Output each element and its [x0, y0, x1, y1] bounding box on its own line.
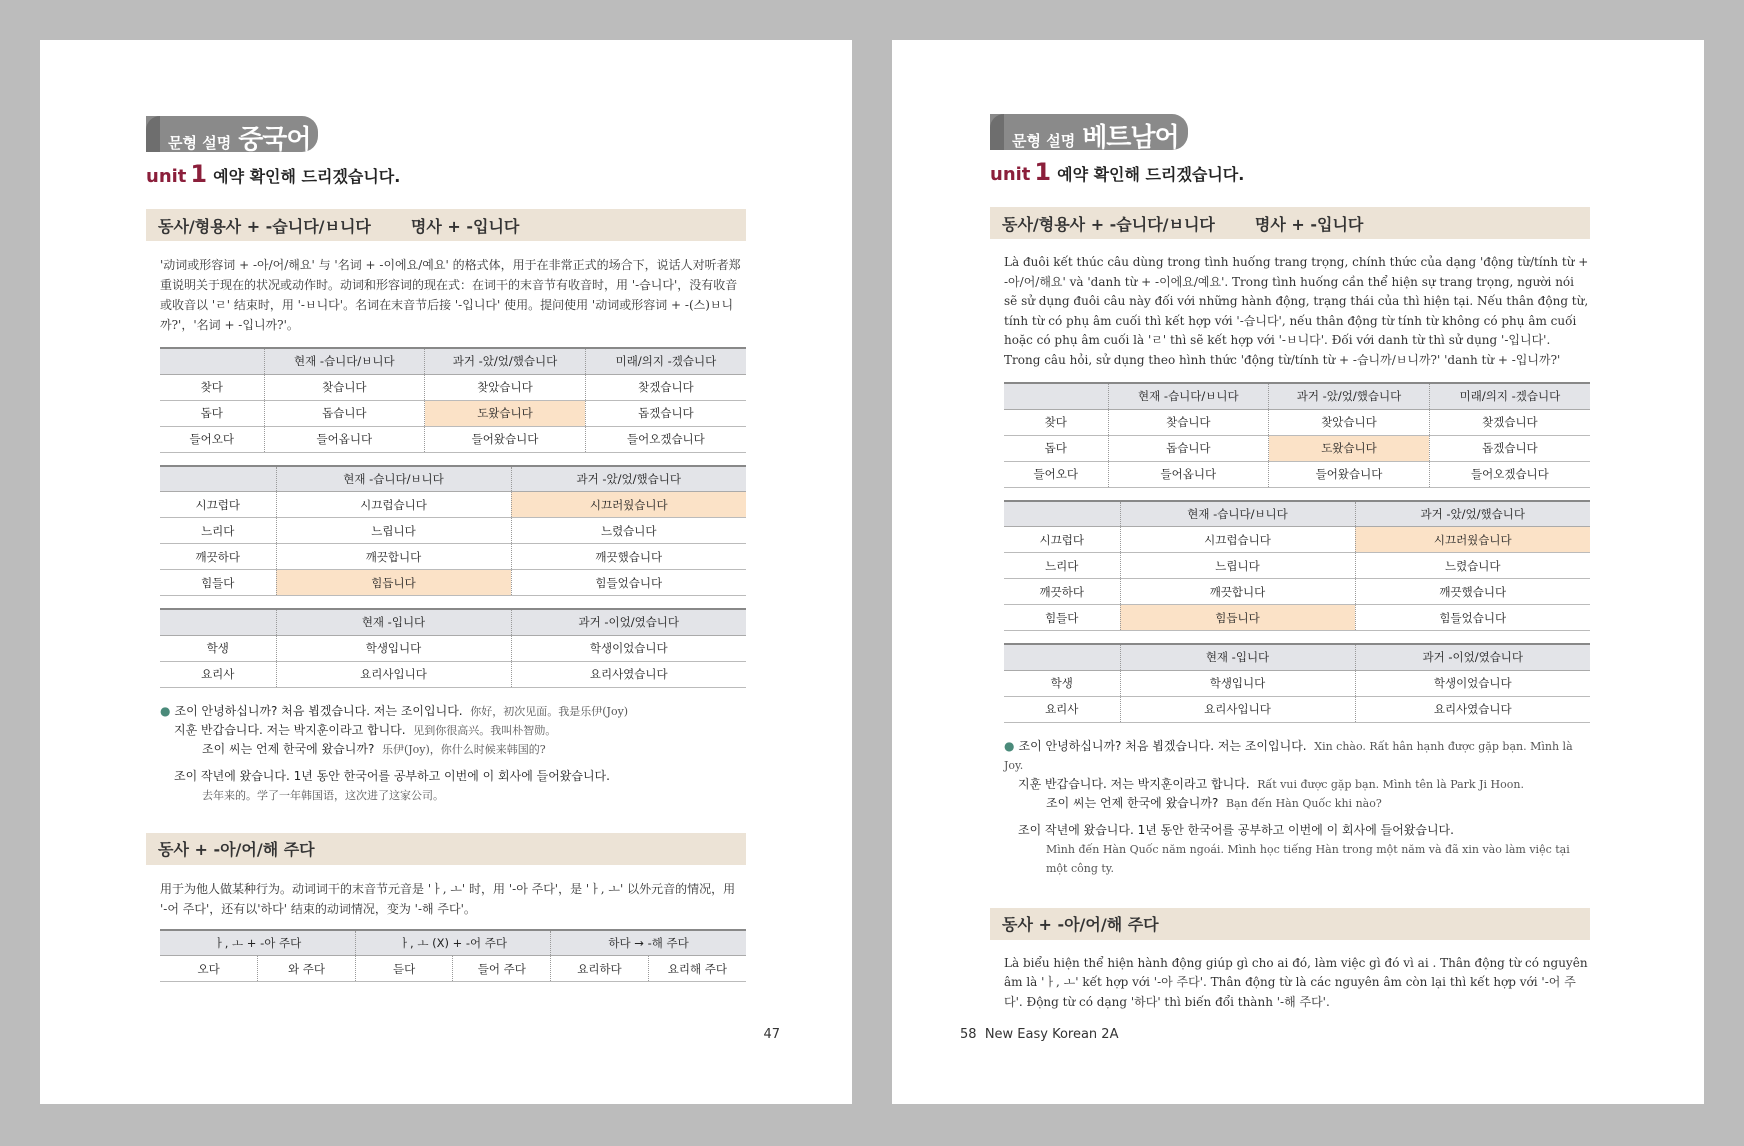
right-page	[892, 40, 1704, 1104]
table-cell: 돕겠습니다	[585, 400, 746, 426]
table-header-cell: 현재 -습니다/ㅂ니다	[1120, 501, 1355, 527]
table-header-cell	[160, 466, 276, 492]
unit-word: unit	[146, 166, 187, 187]
table-cell: 들어왔습니다	[425, 426, 586, 452]
table-cell: 찾겠습니다	[585, 374, 746, 400]
section-heading: 동사/형용사 + -습니다/ㅂ니다 명사 + -입니다	[990, 207, 1590, 239]
grammar-description: Là đuôi kết thúc câu dùng trong tình huống trang trọng, chính thức của dạng 'động từ/tính từ + -아/어/해요' và 'danh từ + -이에요/예요'. Trong tình huống cần thể hiện sự trang trọng, người nói sẽ sử dụng đuôi câu này đối với những hành động, trạng thái của thì hiện tại. Nếu thân động từ, tính từ có phụ âm cuối thì kết hợp với '-습니다', nếu thân động từ tính từ không có phụ âm cuối hoặc có phụ âm cuối là 'ㄹ' thì sẽ kết hợp với '-ㅂ니다'. Đối với danh từ thì sử dụng '-입니다'. Trong câu hỏi, sử dụng theo hình thức 'động từ/tính từ + -습니까/ㅂ니까?' 'danh từ + -입니까?'	[1004, 255, 1589, 367]
table-cell: 느렸습니다	[1355, 553, 1590, 579]
table-row	[160, 518, 746, 544]
grammar-description: '动词或形容词 + -아/어/해요' 与 '名词 + -이에요/예요' 的格式体，用于在非常正式的场合下，说话人对听者郑重说明关于现在的状况或动作时。动词和形容词的现在式：在词干的末音节有收音时，用 '-습니다'，没有收音或收音以 'ㄹ' 结束时，用 '-ㅂ니다'。名词在末音节后接 '-입니다' 使用。提问使用 '动词或形容词 + -(스)ㅂ니까?'，'名词 + -입니까?'。	[160, 258, 741, 332]
table-cell: 깨끗했습니다	[511, 544, 746, 570]
table-cell: 들어오다	[160, 426, 264, 452]
conjugation-table-2	[160, 465, 746, 597]
table-cell: 느렸습니다	[511, 518, 746, 544]
table-cell: 시끄럽습니다	[276, 492, 511, 518]
section-heading-2: 동사 + -아/어/해 주다	[146, 833, 746, 865]
grammar-description-2: 用于为他人做某种行为。动词词干的末音节元音是 'ㅏ, ㅗ' 时，用 '-아 주다'，是 'ㅏ, ㅗ' 以外元音的情况，用 '-어 주다'，还有以'하다' 结束的动词情况，变为 '-해 주다'。	[160, 881, 736, 916]
table-cell: 힘들다	[1004, 605, 1120, 631]
table-cell: 들어 주다	[453, 956, 551, 982]
table-cell: 찾습니다	[1108, 409, 1269, 435]
table-header-cell: 현재 -입니다	[276, 609, 511, 635]
table-row	[1004, 670, 1590, 696]
page-number: 47	[763, 1027, 780, 1042]
table-row	[160, 544, 746, 570]
table-cell: 도왔습니다	[1269, 435, 1430, 461]
pattern-badge	[990, 114, 1188, 153]
page-number: 58	[960, 1027, 977, 1042]
table-header-cell: 현재 -입니다	[1120, 644, 1355, 670]
table-header-cell: 미래/의지 -겠습니다	[1429, 383, 1590, 409]
table-row	[160, 956, 746, 982]
table-cell: 돕습니다	[1108, 435, 1269, 461]
table-row	[1004, 553, 1590, 579]
table-row	[160, 492, 746, 518]
table-cell: 들어왔습니다	[1269, 461, 1430, 487]
table-cell: 느리다	[1004, 553, 1120, 579]
table-cell: 시끄러웠습니다	[1355, 527, 1590, 553]
table-row	[160, 661, 746, 687]
table-cell: 학생입니다	[276, 635, 511, 661]
table-cell: 시끄러웠습니다	[511, 492, 746, 518]
table-cell: 돕다	[160, 400, 264, 426]
table-header-cell: 하다 → -해 주다	[551, 930, 746, 956]
table-header-cell: 미래/의지 -겠습니다	[585, 348, 746, 374]
unit-title: 예약 확인해 드리겠습니다.	[213, 167, 401, 186]
table-header-cell: ㅏ, ㅗ + -아 주다	[160, 930, 355, 956]
table-cell: 돕습니다	[264, 400, 425, 426]
unit-heading	[146, 160, 746, 188]
table-header-cell: 과거 -았/었/했습니다	[1269, 383, 1430, 409]
table-cell: 들어오겠습니다	[585, 426, 746, 452]
table-cell: 학생	[160, 635, 276, 661]
grammar-description-2: Là biểu hiện thể hiện hành động giúp gì cho ai đó, làm việc gì đó vì ai . Thân động từ có nguyên âm là 'ㅏ, ㅗ' kết hợp với '-아 주다'. Thân động từ là các nguyên âm còn lại thì kết hợp với '-어 주다'. Động từ có dạng '하다' thì biến đổi thành '-해 주다'.	[1004, 955, 1588, 1009]
table-cell: 찾았습니다	[1269, 409, 1430, 435]
table-row	[160, 400, 746, 426]
example-dialogue: ● 조이 안녕하십니까? 처음 뵙겠습니다. 저는 조이입니다. Xin chào. Rất hân hạnh được gặp bạn. Mình là Joy. 지훈 반갑습니다. 저는 박지훈이라고 합니다. Rất vui được gặp bạn. Mình tên là Park Ji Hoon. 조이 씨는 언제 한국에 왔습니까? Bạn đến Hàn Quốc khi nào? 조이 작년에 왔습니다. 1년 동안 한국어를 공부하고 이번에 이 회사에 들어왔습니다. Mình đến Hàn Quốc năm ngoái. Mình học tiếng Hàn trong một năm và đã xin vào làm việc tại một công ty.	[1004, 738, 1573, 875]
table-row	[1004, 461, 1590, 487]
badge-label: 문형 설명	[1012, 132, 1076, 150]
table-cell: 학생이었습니다	[1355, 670, 1590, 696]
table-header-cell: 과거 -이었/였습니다	[1355, 644, 1590, 670]
table-header-cell	[160, 609, 276, 635]
section-heading-2: 동사 + -아/어/해 주다	[990, 908, 1590, 940]
table-cell: 찾다	[160, 374, 264, 400]
table-cell: 느립니다	[1120, 553, 1355, 579]
table-cell: 요리사였습니다	[511, 661, 746, 687]
table-header-cell	[1004, 383, 1108, 409]
table-cell: 찾다	[1004, 409, 1108, 435]
conjugation-table-1	[160, 347, 746, 453]
table-header-cell: 현재 -습니다/ㅂ니다	[264, 348, 425, 374]
table-cell: 깨끗하다	[1004, 579, 1120, 605]
unit-number: 1	[190, 160, 208, 188]
table-cell: 찾았습니다	[425, 374, 586, 400]
table-cell: 시끄럽습니다	[1120, 527, 1355, 553]
conjugation-table-1	[1004, 382, 1590, 488]
conjugation-table-2	[1004, 500, 1590, 632]
table-cell: 돕다	[1004, 435, 1108, 461]
table-cell: 찾습니다	[264, 374, 425, 400]
table-row	[1004, 435, 1590, 461]
unit-heading: unit 1 예약 확인해 드리겠습니다.	[990, 158, 1245, 186]
table-cell: 힘들었습니다	[1355, 605, 1590, 631]
table-cell: 들어오다	[1004, 461, 1108, 487]
table-row	[160, 426, 746, 452]
table-header-cell: 현재 -습니다/ㅂ니다	[276, 466, 511, 492]
table-row	[1004, 696, 1590, 722]
bullet-icon: ●	[160, 703, 171, 718]
conjugation-table-3	[160, 608, 746, 688]
table-header-cell	[1004, 644, 1120, 670]
table-header-cell: 현재 -습니다/ㅂ니다	[1108, 383, 1269, 409]
table-cell: 요리해 주다	[648, 956, 746, 982]
table-cell: 요리사	[160, 661, 276, 687]
table-cell: 학생입니다	[1120, 670, 1355, 696]
table-header-cell: 과거 -았/었/했습니다	[511, 466, 746, 492]
table-row	[1004, 579, 1590, 605]
table-row	[160, 570, 746, 596]
table-header-cell: 과거 -이었/였습니다	[511, 609, 746, 635]
table-cell: 와 주다	[258, 956, 356, 982]
table-cell: 깨끗하다	[160, 544, 276, 570]
book-title: New Easy Korean 2A	[984, 1027, 1119, 1042]
section-heading: 동사/형용사 + -습니다/ㅂ니다 명사 + -입니다	[146, 209, 746, 241]
table-cell: 들어오겠습니다	[1429, 461, 1590, 487]
table-cell: 돕겠습니다	[1429, 435, 1590, 461]
table-cell: 깨끗합니다	[1120, 579, 1355, 605]
table-cell: 찾겠습니다	[1429, 409, 1590, 435]
table-cell: 듣다	[355, 956, 453, 982]
table-cell: 요리사입니다	[276, 661, 511, 687]
bullet-icon: ●	[1004, 738, 1015, 753]
table-cell: 시끄럽다	[1004, 527, 1120, 553]
pattern-badge	[146, 116, 318, 155]
table-cell: 깨끗했습니다	[1355, 579, 1590, 605]
table-row	[1004, 605, 1590, 631]
table-header-cell: ㅏ, ㅗ (X) + -어 주다	[355, 930, 550, 956]
table-cell: 들어옵니다	[1108, 461, 1269, 487]
table-cell: 느립니다	[276, 518, 511, 544]
table-cell: 요리하다	[551, 956, 649, 982]
page-footer	[960, 1027, 1118, 1042]
table-cell: 요리사입니다	[1120, 696, 1355, 722]
ju-da-table	[160, 929, 746, 983]
table-row	[160, 635, 746, 661]
table-cell: 들어옵니다	[264, 426, 425, 452]
example-dialogue: ● 조이 안녕하십니까? 처음 뵙겠습니다. 저는 조이입니다. 你好，初次见面。我是乐伊(Joy) 지훈 반갑습니다. 저는 박지훈이라고 합니다. 见到你很高兴。我叫朴智勋。 조이 씨는 언제 한국에 왔습니까? 乐伊(Joy)，你什么时候来韩国的? 조이 작년에 왔습니다. 1년 동안 한국어를 공부하고 이번에 이 회사에 들어왔습니다. 去年来的。学了一年韩国语，这次进了这家公司。	[160, 703, 629, 802]
table-row	[1004, 409, 1590, 435]
table-cell: 시끄럽다	[160, 492, 276, 518]
table-header-cell: 과거 -았/었/했습니다	[1355, 501, 1590, 527]
table-row	[1004, 527, 1590, 553]
table-cell: 요리사	[1004, 696, 1120, 722]
table-header-cell: 과거 -았/었/했습니다	[425, 348, 586, 374]
table-cell: 학생	[1004, 670, 1120, 696]
table-header-cell	[160, 348, 264, 374]
table-cell: 도왔습니다	[425, 400, 586, 426]
table-cell: 힘듭니다	[276, 570, 511, 596]
table-cell: 힘듭니다	[1120, 605, 1355, 631]
table-row	[160, 374, 746, 400]
conjugation-table-3	[1004, 643, 1590, 723]
table-cell: 힘들다	[160, 570, 276, 596]
table-cell: 요리사였습니다	[1355, 696, 1590, 722]
left-page	[40, 40, 852, 1104]
table-cell: 오다	[160, 956, 258, 982]
badge-label: 문형 설명	[168, 134, 232, 152]
table-cell: 학생이었습니다	[511, 635, 746, 661]
table-cell: 힘들었습니다	[511, 570, 746, 596]
table-header-cell	[1004, 501, 1120, 527]
badge-language: 중국어	[238, 125, 311, 155]
badge-language: 베트남어	[1082, 123, 1179, 153]
table-cell: 깨끗합니다	[276, 544, 511, 570]
table-cell: 느리다	[160, 518, 276, 544]
